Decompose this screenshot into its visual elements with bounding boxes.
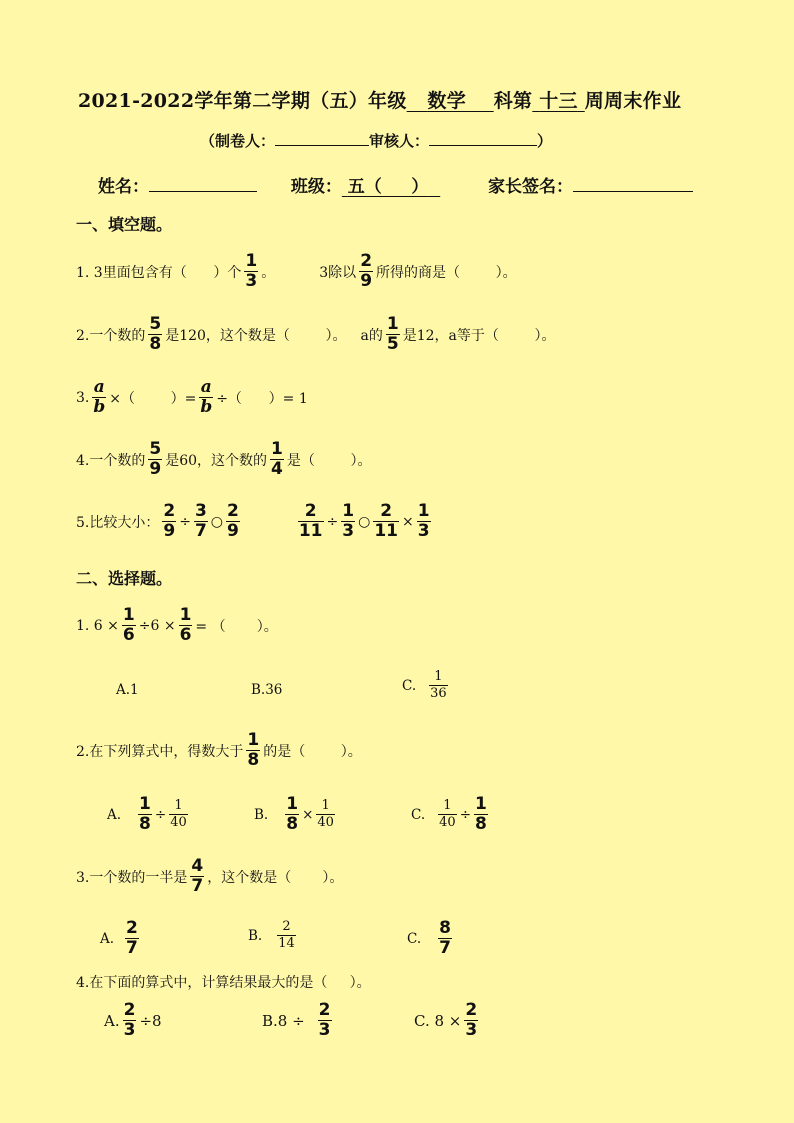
title-prefix: 2021-2022学年第二学期（五）年级 [78,90,407,112]
question-1-2 [76,316,556,353]
fraction: $\frac{2}{9}$ [163,501,176,541]
fraction: $\frac{2}{14}$ [278,919,295,951]
q1-2-text-c: a的 [360,327,383,344]
q1-3-text-c: ÷（ ）= 1 [216,390,308,407]
fraction: $\frac{a}{b}$ [200,377,213,417]
question-2-1 [76,607,278,644]
title-suffix: 周周末作业 [584,90,682,112]
option-letter: B.8 ÷ [262,1011,305,1030]
fraction: $\frac{1}{6}$ [122,605,135,645]
q1-1-text-b: 。 [261,264,276,281]
fraction: $\frac{1}{3}$ [417,501,430,541]
q1-4-text-b: 是60，这个数的 [165,452,268,469]
question-1-1 [76,253,517,290]
q1-1-text-d: 所得的商是（ ）。 [376,264,517,281]
name-label: 姓名： [98,177,149,197]
q2-2-option-c[interactable] [411,796,491,833]
class-value: 五（ ） [347,177,429,197]
q2-1-text-b: ÷6 × [138,617,176,634]
q2-1-option-b[interactable]: B.36 [251,682,283,698]
multiply-sign: × [401,513,414,530]
q2-2-text-a: 2.在下列算式中，得数大于 [76,743,244,760]
fraction: $\frac{2}{3}$ [123,1000,136,1040]
title-middle: 科第 [493,90,533,112]
fraction: $\frac{1}{8}$ [139,794,151,834]
section-2-title: 二、选择题。 [76,569,173,588]
option-letter: C. 8 × [414,1011,462,1030]
operator: ÷ [459,806,471,823]
parent-signature-label: 家长签名： [488,177,574,197]
q2-3-option-b[interactable] [248,920,299,951]
fraction: $\frac{4}{7}$ [191,856,204,896]
q1-2-text-b: 是120，这个数是（ ）。 [165,327,347,344]
week-field [532,90,584,112]
operator: × [302,806,314,823]
q2-1-option-c[interactable] [402,670,451,701]
fraction: $\frac{1}{40}$ [170,798,187,830]
fraction: $\frac{2}{9}$ [360,251,373,291]
q2-4-option-a-rest: ÷8 [139,1011,162,1030]
q2-3-text-a: 3.一个数的一半是 [76,869,188,886]
option-letter: B. [248,927,263,944]
fraction: $\frac{5}{9}$ [149,439,162,479]
operator: ÷ [154,806,167,823]
fraction: $\frac{2}{7}$ [126,918,138,958]
option-letter: B. [254,806,269,823]
q2-4-option-b[interactable] [262,1002,335,1039]
fraction: $\frac{2}{11}$ [374,501,398,541]
parent-signature-blank[interactable] [573,177,693,192]
fraction: $\frac{1}{6}$ [179,605,192,645]
fraction: $\frac{3}{7}$ [194,501,207,541]
q1-4-text-c: 是（ ）。 [286,452,372,469]
q2-4-option-c[interactable] [414,1002,481,1039]
subject-value: 数学 [427,90,467,112]
q1-5-text-a: 5.比较大小： [76,514,160,531]
reviewer-blank[interactable] [429,131,537,146]
fraction: $\frac{1}{5}$ [386,314,399,354]
question-2-4: 4.在下面的算式中，计算结果最大的是（ ）。 [76,975,371,991]
q1-3-text-a: 3. [76,389,90,406]
fraction: $\frac{2}{3}$ [465,1000,478,1040]
question-1-4 [76,441,371,478]
maker-label: （制卷人： [200,132,276,150]
class-label: 班级： [290,177,342,197]
q2-1-text-c: = （ ）。 [195,618,278,635]
q2-2-option-b[interactable] [254,796,338,833]
q2-2-text-b: 的是（ ）。 [263,743,362,760]
option-letter: A. [104,1011,120,1030]
fraction: $\frac{a}{b}$ [93,377,106,417]
option-letter: A. [107,806,122,823]
compare-circle[interactable]: ○ [210,513,223,530]
fraction: $\frac{2}{11}$ [298,501,323,541]
fraction: $\frac{2}{9}$ [227,501,239,541]
subject-field [407,90,494,112]
q1-4-text-a: 4.一个数的 [76,452,146,469]
q2-3-text-b: ，这个数是（ ）。 [207,869,344,886]
option-letter: C. [407,930,422,947]
q1-3-text-b: ×（ ）= [109,390,197,407]
fraction: $\frac{1}{3}$ [245,251,258,291]
q1-2-text-a: 2.一个数的 [76,327,146,344]
section-1-title: 一、填空题。 [76,215,173,234]
fraction: $\frac{2}{3}$ [318,1000,331,1040]
q1-1-text-c: 3除以 [319,264,357,281]
fraction: $\frac{1}{8}$ [286,794,299,834]
question-2-2 [76,732,362,769]
q2-3-option-c[interactable] [407,920,455,957]
fraction: $\frac{5}{8}$ [149,314,162,354]
q1-2-text-d: 是12，a等于（ ）。 [402,327,556,344]
q2-3-option-a[interactable] [100,920,142,957]
reviewer-label: 审核人： [369,132,430,150]
class-field[interactable] [342,177,440,197]
q1-1-text-a: 1. 3里面包含有（ ）个 [76,264,242,281]
fraction: $\frac{1}{3}$ [342,501,355,541]
worksheet-title [78,86,681,113]
question-1-3 [76,379,308,416]
maker-reviewer-line [200,130,552,151]
question-1-5 [76,503,434,540]
fraction: $\frac{1}{8}$ [247,730,260,770]
option-letter: A. [100,930,115,947]
fraction: $\frac{8}{7}$ [439,918,451,958]
week-value: 十三 [539,90,578,112]
q2-1-option-a[interactable]: A.1 [116,682,139,698]
q2-1-text-a: 1. 6 × [76,617,119,634]
fraction: $\frac{1}{8}$ [475,794,487,834]
divide-sign: ÷ [326,513,339,530]
close-paren: ） [537,132,553,150]
divide-sign: ÷ [179,513,191,530]
question-2-3 [76,858,343,895]
fraction: $\frac{1}{40}$ [439,798,456,830]
q2-2-option-a[interactable] [107,796,191,833]
fraction: $\frac{1}{40}$ [317,798,334,830]
maker-blank[interactable] [275,131,369,146]
option-letter: C. [411,806,426,823]
option-letter: C. [402,677,417,694]
compare-circle[interactable]: ○ [358,513,371,530]
student-info-line [98,172,693,197]
name-blank[interactable] [149,177,257,192]
q2-4-option-a[interactable] [104,1002,162,1039]
fraction: $\frac{1}{36}$ [430,669,447,701]
fraction: $\frac{1}{4}$ [271,439,283,479]
